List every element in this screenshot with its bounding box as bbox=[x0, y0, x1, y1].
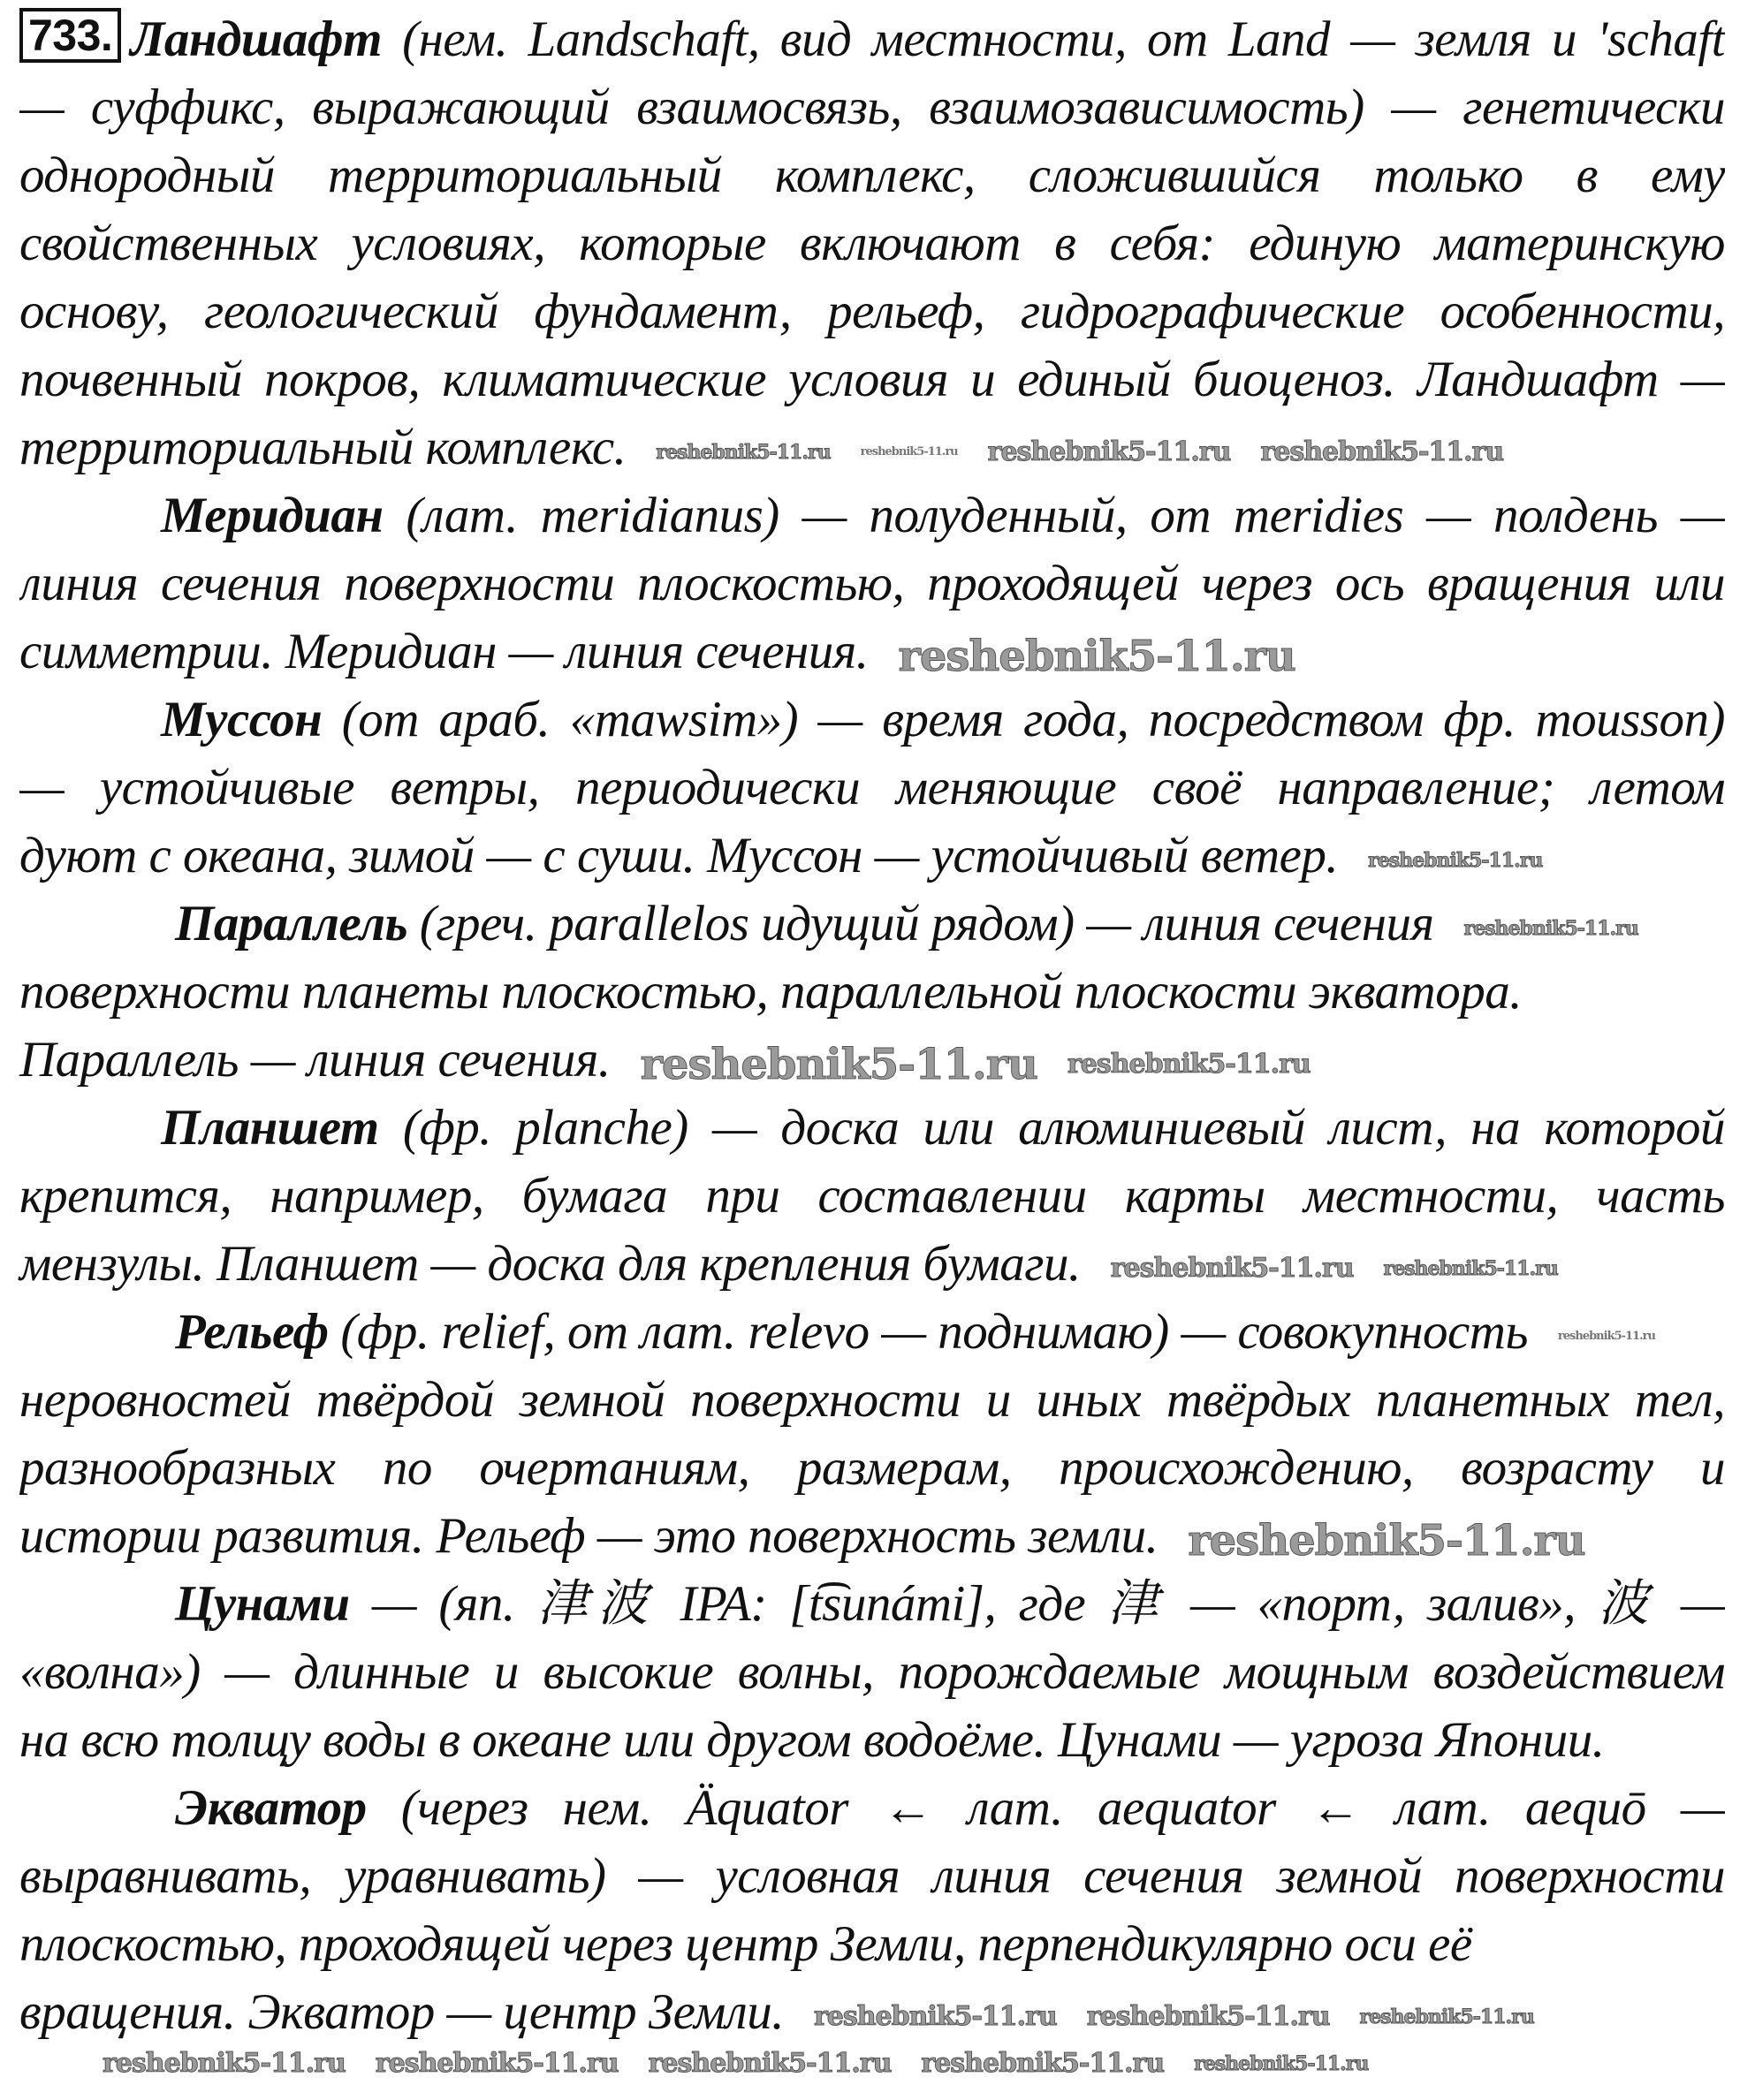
entry-line bbox=[19, 1502, 1725, 1570]
entry-line bbox=[19, 1774, 1725, 1842]
entry-line: неровностей твёрдой земной поверхности и иных твёрдых планетных тел, bbox=[19, 1372, 1725, 1428]
watermark: reshebnik5-11.ru bbox=[1383, 1256, 1558, 1280]
entry-line bbox=[19, 1230, 1725, 1298]
term-tsunami: Цунами bbox=[175, 1576, 350, 1632]
definition-text: (нем. Landschaft, вид местности, от Land — земля и 'schaft bbox=[381, 11, 1725, 67]
watermark: reshebnik5-11.ru bbox=[1188, 1515, 1585, 1566]
exercise-number: 733. bbox=[19, 8, 121, 63]
entry-line: почвенный покров, климатические условия и единый биоценоз. Ландшафт — bbox=[19, 352, 1725, 407]
definition-text: (через нем. Äquator ← лат. aequator ← лат. aequō — bbox=[366, 1780, 1725, 1836]
entry-line: крепится, например, бумага при составлении карты местности, часть bbox=[19, 1168, 1725, 1224]
watermark: reshebnik5-11.ru bbox=[648, 2048, 892, 2080]
entry-line bbox=[19, 481, 1725, 550]
entry-line: — суффикс, выражающий взаимосвязь, взаимозависимость) — генетически bbox=[19, 80, 1725, 135]
definition-text: истории развития. Рельеф — это поверхность земли. bbox=[19, 1508, 1159, 1564]
definition-text: Параллель — линия сечения. bbox=[19, 1032, 611, 1088]
watermark: reshebnik5-11.ru bbox=[1110, 1252, 1354, 1284]
definition-text: мензулы. Планшет — доска для крепления бумаги. bbox=[19, 1236, 1081, 1292]
entry-line: плоскостью, проходящей через центр Земли, перпендикулярно оси её bbox=[19, 1916, 1472, 1972]
entry-line bbox=[19, 5, 1725, 73]
term-monsoon: Муссон bbox=[161, 692, 323, 747]
definition-text: — (яп. 津波 IPA: [t͡sunámi], где 津 — «порт, залив», 波 — bbox=[349, 1576, 1725, 1632]
entry-line: поверхности планеты плоскостью, параллельной плоскости экватора. bbox=[19, 964, 1522, 1020]
term-planshet: Планшет bbox=[161, 1100, 379, 1156]
watermark: reshebnik5-11.ru bbox=[1557, 1330, 1655, 1344]
entry-line: линия сечения поверхности плоскостью, проходящей через ось вращения или bbox=[19, 556, 1725, 611]
term-landscape: Ландшафт bbox=[130, 11, 382, 67]
watermark: reshebnik5-11.ru bbox=[921, 2048, 1165, 2080]
definition-text: (фр. relief, от лат. relevo — поднимаю) — совокупность bbox=[328, 1304, 1528, 1360]
watermark: reshebnik5-11.ru bbox=[1368, 848, 1543, 872]
entry-line bbox=[19, 1026, 1725, 1094]
entry-line bbox=[19, 413, 1725, 481]
watermark: reshebnik5-11.ru bbox=[898, 631, 1295, 681]
definition-text: дуют с океана, зимой — с суши. Муссон — устойчивый ветер. bbox=[19, 828, 1339, 883]
entry-line: свойственных условиях, которые включают в себя: единую материнскую bbox=[19, 216, 1725, 271]
term-parallel: Параллель bbox=[175, 896, 408, 951]
watermark: reshebnik5-11.ru bbox=[1194, 2052, 1369, 2076]
entry-line bbox=[19, 822, 1725, 890]
watermark: reshebnik5-11.ru bbox=[813, 2000, 1057, 2032]
document-page bbox=[19, 5, 1725, 2081]
entry-line bbox=[19, 890, 1725, 958]
entry-line: выравнивать, уравнивать) — условная линия сечения земной поверхности bbox=[19, 1848, 1725, 1904]
definition-text: (греч. parallelos идущий рядом) — линия сечения bbox=[407, 896, 1434, 951]
entry-line bbox=[19, 1570, 1725, 1638]
watermark: reshebnik5-11.ru bbox=[640, 1039, 1037, 1089]
definition-text: симметрии. Меридиан — линия сечения. bbox=[19, 624, 869, 679]
entry-line bbox=[19, 1978, 1725, 2046]
watermark: reshebnik5-11.ru bbox=[987, 436, 1231, 467]
definition-text: вращения. Экватор — центр Земли. bbox=[19, 1984, 784, 2040]
watermark: reshebnik5-11.ru bbox=[1359, 2005, 1534, 2028]
entry-line bbox=[19, 1298, 1725, 1366]
definition-text: (лат. meridianus) — полуденный, от meridies — полдень — bbox=[383, 488, 1725, 543]
definition-text: (от араб. «mawsim») — время года, посредством фр. mousson) bbox=[322, 692, 1725, 747]
entry-line: — устойчивые ветры, периодически меняющие своё направление; летом bbox=[19, 760, 1725, 815]
entry-line bbox=[19, 686, 1725, 754]
entry-line: «волна») — длинные и высокие волны, порождаемые мощным воздействием bbox=[19, 1644, 1725, 1700]
watermark: reshebnik5-11.ru bbox=[860, 445, 958, 459]
watermark: reshebnik5-11.ru bbox=[656, 440, 831, 464]
watermark: reshebnik5-11.ru bbox=[1086, 2000, 1330, 2032]
entry-line: разнообразных по очертаниям, размерам, происхождению, возрасту и bbox=[19, 1440, 1725, 1496]
watermark: reshebnik5-11.ru bbox=[375, 2048, 619, 2080]
definition-text: территориальный комплекс. bbox=[19, 420, 627, 475]
entry-line: основу, геологический фундамент, рельеф, гидрографические особенности, bbox=[19, 284, 1725, 339]
watermark: reshebnik5-11.ru bbox=[1260, 436, 1504, 467]
watermark: reshebnik5-11.ru bbox=[103, 2048, 346, 2080]
watermark-row bbox=[19, 2046, 1725, 2081]
entry-line: однородный территориальный комплекс, сложившийся только в ему bbox=[19, 148, 1725, 203]
entry-line bbox=[19, 618, 1725, 686]
term-meridian: Меридиан bbox=[161, 488, 384, 543]
entry-line bbox=[19, 1094, 1725, 1162]
term-equator: Экватор bbox=[175, 1780, 367, 1836]
term-relief: Рельеф bbox=[175, 1304, 329, 1360]
entry-line: на всю толщу воды в океане или другом водоёме. Цунами — угроза Японии. bbox=[19, 1712, 1605, 1768]
definition-text: (фр. planche) — доска или алюминиевый лист, на которой bbox=[378, 1100, 1725, 1156]
watermark: reshebnik5-11.ru bbox=[1463, 916, 1638, 940]
watermark: reshebnik5-11.ru bbox=[1067, 1048, 1311, 1080]
